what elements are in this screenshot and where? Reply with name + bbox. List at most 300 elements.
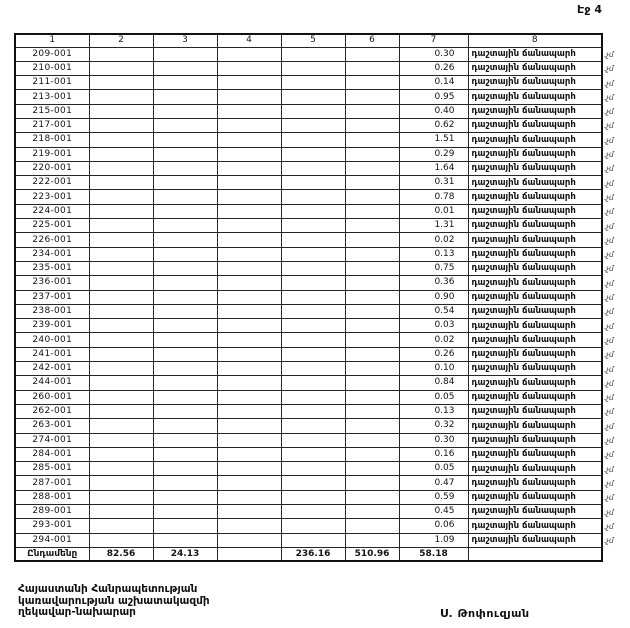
- cell-empty: [281, 104, 345, 118]
- signatory-name: Ս. Թոփուզյան: [440, 607, 530, 620]
- cell-empty: [345, 319, 399, 333]
- cell-empty: [281, 61, 345, 75]
- table-row: [15, 190, 602, 204]
- cell-empty: [345, 104, 399, 118]
- table-row: [15, 476, 602, 490]
- cell-parcel-id: 236-001: [15, 276, 89, 290]
- cell-empty: [345, 47, 399, 61]
- cell-empty: [217, 476, 281, 490]
- cell-empty: [153, 261, 217, 275]
- cell-empty: [217, 533, 281, 547]
- cell-empty: [89, 233, 153, 247]
- cell-empty: [345, 290, 399, 304]
- row-note: .չմ: [604, 507, 614, 517]
- cell-parcel-id: 213-001: [15, 90, 89, 104]
- cell-empty: [153, 447, 217, 461]
- cell-empty: [345, 462, 399, 476]
- table-row: [15, 261, 602, 275]
- cell-empty: [345, 204, 399, 218]
- cell-empty: [89, 61, 153, 75]
- cell-area-value: 0.13: [399, 404, 468, 418]
- row-note: .չմ: [604, 293, 614, 303]
- cell-land-use: դաշտային ճանապարհ: [468, 447, 602, 461]
- cell-empty: [153, 376, 217, 390]
- cell-area-value: 0.75: [399, 261, 468, 275]
- cell-land-use: դաշտային ճանապարհ: [468, 219, 602, 233]
- cell-empty: [217, 419, 281, 433]
- row-note: .չմ: [604, 178, 614, 188]
- cell-empty: [217, 204, 281, 218]
- table-row: [15, 133, 602, 147]
- page-number: Էջ 4: [577, 3, 602, 16]
- total-label: Ընդամենը: [15, 547, 89, 561]
- cell-area-value: 0.32: [399, 419, 468, 433]
- cell-empty: [153, 47, 217, 61]
- cell-empty: [153, 61, 217, 75]
- cell-empty: [153, 76, 217, 90]
- cell-empty: [281, 362, 345, 376]
- table-row: [15, 47, 602, 61]
- table-row: [15, 433, 602, 447]
- cell-parcel-id: 287-001: [15, 476, 89, 490]
- cell-area-value: 0.05: [399, 462, 468, 476]
- cell-empty: [153, 90, 217, 104]
- cell-land-use: դաշտային ճանապարհ: [468, 490, 602, 504]
- cell-land-use: դաշտային ճանապարհ: [468, 276, 602, 290]
- cell-empty: [345, 147, 399, 161]
- cell-area-value: 0.29: [399, 147, 468, 161]
- cell-empty: [281, 462, 345, 476]
- cell-empty: [217, 276, 281, 290]
- cell-empty: [89, 347, 153, 361]
- total-col6: 510.96: [345, 547, 399, 561]
- cell-area-value: 0.06: [399, 519, 468, 533]
- cell-empty: [217, 290, 281, 304]
- cell-parcel-id: 235-001: [15, 261, 89, 275]
- cell-empty: [89, 505, 153, 519]
- table-row: [15, 462, 602, 476]
- cell-parcel-id: 215-001: [15, 104, 89, 118]
- cell-land-use: դաշտային ճանապարհ: [468, 347, 602, 361]
- cell-empty: [89, 118, 153, 132]
- cell-land-use: դաշտային ճանապարհ: [468, 304, 602, 318]
- cell-empty: [89, 204, 153, 218]
- cell-empty: [345, 261, 399, 275]
- cell-empty: [217, 47, 281, 61]
- cell-empty: [345, 419, 399, 433]
- total-col4: [217, 547, 281, 561]
- cell-area-value: 0.47: [399, 476, 468, 490]
- cell-parcel-id: 274-001: [15, 433, 89, 447]
- cell-land-use: դաշտային ճանապարհ: [468, 176, 602, 190]
- cell-area-value: 0.30: [399, 47, 468, 61]
- cell-empty: [89, 190, 153, 204]
- cell-empty: [281, 447, 345, 461]
- cell-empty: [281, 419, 345, 433]
- cell-empty: [89, 47, 153, 61]
- cell-empty: [89, 90, 153, 104]
- cell-empty: [153, 404, 217, 418]
- row-note: .չմ: [604, 393, 614, 403]
- cell-empty: [217, 147, 281, 161]
- cell-empty: [153, 204, 217, 218]
- cell-empty: [89, 219, 153, 233]
- row-note: .չմ: [604, 536, 614, 546]
- cell-empty: [281, 333, 345, 347]
- row-note: .չմ: [604, 307, 614, 317]
- row-note: .չմ: [604, 121, 614, 131]
- row-note: .չմ: [604, 321, 614, 331]
- cell-empty: [345, 390, 399, 404]
- cell-empty: [217, 519, 281, 533]
- cell-land-use: դաշտային ճանապարհ: [468, 61, 602, 75]
- cell-empty: [153, 333, 217, 347]
- cell-area-value: 1.31: [399, 219, 468, 233]
- column-header-7: 7: [399, 34, 468, 47]
- total-col3: 24.13: [153, 547, 217, 561]
- cell-empty: [217, 133, 281, 147]
- table-row: [15, 304, 602, 318]
- land-parcel-table: [14, 33, 603, 562]
- cell-parcel-id: 284-001: [15, 447, 89, 461]
- table-body: [15, 47, 602, 561]
- cell-land-use: դաշտային ճանապարհ: [468, 47, 602, 61]
- cell-land-use: դաշտային ճանապարհ: [468, 290, 602, 304]
- cell-parcel-id: 240-001: [15, 333, 89, 347]
- cell-empty: [345, 276, 399, 290]
- cell-empty: [217, 505, 281, 519]
- row-note: .չմ: [604, 450, 614, 460]
- cell-land-use: դաշտային ճանապարհ: [468, 433, 602, 447]
- cell-land-use: դաշտային ճանապարհ: [468, 533, 602, 547]
- cell-empty: [217, 319, 281, 333]
- cell-parcel-id: 224-001: [15, 204, 89, 218]
- cell-empty: [281, 204, 345, 218]
- cell-empty: [345, 519, 399, 533]
- table-header-row: [15, 34, 602, 47]
- cell-parcel-id: 289-001: [15, 505, 89, 519]
- row-note: .չմ: [604, 207, 614, 217]
- cell-empty: [345, 362, 399, 376]
- cell-empty: [153, 419, 217, 433]
- cell-area-value: 1.51: [399, 133, 468, 147]
- cell-parcel-id: 220-001: [15, 161, 89, 175]
- cell-empty: [217, 76, 281, 90]
- row-note: .չմ: [604, 350, 614, 360]
- cell-area-value: 0.16: [399, 447, 468, 461]
- cell-empty: [89, 133, 153, 147]
- cell-empty: [217, 490, 281, 504]
- cell-empty: [281, 347, 345, 361]
- cell-area-value: 1.09: [399, 533, 468, 547]
- column-header-6: 6: [345, 34, 399, 47]
- cell-area-value: 0.62: [399, 118, 468, 132]
- table-row: [15, 176, 602, 190]
- table-row: [15, 76, 602, 90]
- cell-parcel-id: 241-001: [15, 347, 89, 361]
- cell-empty: [345, 476, 399, 490]
- column-header-5: 5: [281, 34, 345, 47]
- cell-empty: [153, 176, 217, 190]
- total-row: [15, 547, 602, 561]
- row-note: .չմ: [604, 464, 614, 474]
- margin-notes-column: [604, 48, 630, 548]
- cell-land-use: դաշտային ճանապարհ: [468, 333, 602, 347]
- cell-empty: [89, 176, 153, 190]
- cell-land-use: դաշտային ճանապարհ: [468, 147, 602, 161]
- total-col7: 58.18: [399, 547, 468, 561]
- cell-empty: [281, 476, 345, 490]
- cell-empty: [153, 190, 217, 204]
- cell-empty: [281, 76, 345, 90]
- row-note: .չմ: [604, 521, 614, 531]
- org-line-1: Հայաստանի Հանրապետության: [18, 583, 198, 595]
- cell-empty: [345, 118, 399, 132]
- cell-empty: [89, 276, 153, 290]
- cell-empty: [345, 219, 399, 233]
- row-note: .չմ: [604, 107, 614, 117]
- cell-empty: [217, 462, 281, 476]
- cell-empty: [217, 376, 281, 390]
- cell-empty: [345, 376, 399, 390]
- cell-parcel-id: 242-001: [15, 362, 89, 376]
- row-note: .չմ: [604, 478, 614, 488]
- cell-empty: [153, 290, 217, 304]
- cell-empty: [217, 118, 281, 132]
- row-note: .չմ: [604, 421, 614, 431]
- table-row: [15, 219, 602, 233]
- row-note: .չմ: [604, 78, 614, 88]
- cell-empty: [153, 247, 217, 261]
- cell-empty: [153, 233, 217, 247]
- table-row: [15, 447, 602, 461]
- cell-empty: [217, 104, 281, 118]
- cell-empty: [345, 404, 399, 418]
- cell-empty: [89, 333, 153, 347]
- cell-empty: [281, 304, 345, 318]
- cell-empty: [89, 533, 153, 547]
- cell-parcel-id: 238-001: [15, 304, 89, 318]
- cell-area-value: 0.95: [399, 90, 468, 104]
- cell-empty: [281, 390, 345, 404]
- cell-empty: [345, 133, 399, 147]
- cell-empty: [281, 433, 345, 447]
- cell-empty: [153, 362, 217, 376]
- cell-area-value: 0.31: [399, 176, 468, 190]
- cell-land-use: դաշտային ճանապարհ: [468, 233, 602, 247]
- cell-empty: [345, 161, 399, 175]
- row-note: .չմ: [604, 436, 614, 446]
- cell-empty: [281, 161, 345, 175]
- cell-empty: [345, 433, 399, 447]
- cell-empty: [153, 476, 217, 490]
- cell-land-use: դաշտային ճանապարհ: [468, 505, 602, 519]
- table-row: [15, 290, 602, 304]
- cell-empty: [89, 476, 153, 490]
- cell-land-use: դաշտային ճանապարհ: [468, 161, 602, 175]
- table-row: [15, 61, 602, 75]
- cell-empty: [153, 490, 217, 504]
- cell-empty: [281, 505, 345, 519]
- cell-empty: [89, 390, 153, 404]
- table-row: [15, 147, 602, 161]
- table-row: [15, 276, 602, 290]
- cell-empty: [345, 505, 399, 519]
- cell-land-use: դաշտային ճանապարհ: [468, 76, 602, 90]
- cell-empty: [89, 404, 153, 418]
- cell-empty: [345, 333, 399, 347]
- cell-empty: [345, 190, 399, 204]
- cell-empty: [153, 219, 217, 233]
- row-note: .չմ: [604, 221, 614, 231]
- table-row: [15, 90, 602, 104]
- cell-area-value: 0.02: [399, 233, 468, 247]
- cell-empty: [281, 47, 345, 61]
- cell-area-value: 0.40: [399, 104, 468, 118]
- cell-empty: [89, 247, 153, 261]
- cell-empty: [89, 161, 153, 175]
- total-col5: 236.16: [281, 547, 345, 561]
- cell-empty: [89, 147, 153, 161]
- cell-empty: [217, 390, 281, 404]
- column-header-1: 1: [15, 34, 89, 47]
- cell-empty: [89, 490, 153, 504]
- cell-parcel-id: 260-001: [15, 390, 89, 404]
- cell-area-value: 0.45: [399, 505, 468, 519]
- cell-parcel-id: 219-001: [15, 147, 89, 161]
- table-row: [15, 118, 602, 132]
- cell-area-value: 0.14: [399, 76, 468, 90]
- cell-area-value: 0.01: [399, 204, 468, 218]
- cell-empty: [217, 347, 281, 361]
- cell-land-use: դաշտային ճանապարհ: [468, 362, 602, 376]
- table-row: [15, 404, 602, 418]
- table-row: [15, 376, 602, 390]
- org-line-3: ղեկավար-նախարար: [18, 606, 136, 618]
- cell-area-value: 0.90: [399, 290, 468, 304]
- total-col8: [468, 547, 602, 561]
- cell-empty: [217, 404, 281, 418]
- total-col2: 82.56: [89, 547, 153, 561]
- cell-area-value: 0.05: [399, 390, 468, 404]
- cell-empty: [281, 276, 345, 290]
- row-note: .չմ: [604, 364, 614, 374]
- cell-empty: [281, 404, 345, 418]
- cell-land-use: դաշտային ճանապարհ: [468, 419, 602, 433]
- cell-empty: [281, 190, 345, 204]
- cell-empty: [281, 290, 345, 304]
- cell-empty: [281, 233, 345, 247]
- cell-area-value: 0.36: [399, 276, 468, 290]
- cell-land-use: դաշտային ճանապարհ: [468, 476, 602, 490]
- cell-empty: [281, 533, 345, 547]
- cell-empty: [153, 147, 217, 161]
- cell-parcel-id: 263-001: [15, 419, 89, 433]
- cell-parcel-id: 222-001: [15, 176, 89, 190]
- cell-empty: [89, 104, 153, 118]
- table-row: [15, 333, 602, 347]
- cell-parcel-id: 239-001: [15, 319, 89, 333]
- cell-empty: [89, 433, 153, 447]
- cell-area-value: 0.30: [399, 433, 468, 447]
- cell-parcel-id: 237-001: [15, 290, 89, 304]
- cell-empty: [153, 304, 217, 318]
- cell-empty: [217, 261, 281, 275]
- row-note: .չմ: [604, 92, 614, 102]
- org-line-2: կառավարության աշխատակազմի: [18, 594, 210, 607]
- cell-empty: [281, 118, 345, 132]
- cell-parcel-id: 223-001: [15, 190, 89, 204]
- cell-land-use: դաշտային ճանապարհ: [468, 462, 602, 476]
- cell-empty: [153, 161, 217, 175]
- table-row: [15, 233, 602, 247]
- cell-empty: [153, 104, 217, 118]
- cell-empty: [153, 519, 217, 533]
- table-row: [15, 161, 602, 175]
- cell-empty: [345, 247, 399, 261]
- cell-parcel-id: 288-001: [15, 490, 89, 504]
- cell-parcel-id: 226-001: [15, 233, 89, 247]
- cell-empty: [217, 61, 281, 75]
- cell-land-use: դաշտային ճանապարհ: [468, 204, 602, 218]
- cell-empty: [345, 76, 399, 90]
- cell-empty: [89, 419, 153, 433]
- cell-land-use: դաշտային ճանապարհ: [468, 261, 602, 275]
- cell-empty: [153, 276, 217, 290]
- cell-empty: [345, 90, 399, 104]
- cell-empty: [345, 447, 399, 461]
- cell-empty: [89, 462, 153, 476]
- cell-empty: [281, 133, 345, 147]
- cell-empty: [89, 76, 153, 90]
- row-note: .չմ: [604, 264, 614, 274]
- cell-empty: [281, 519, 345, 533]
- table-row: [15, 519, 602, 533]
- cell-empty: [345, 347, 399, 361]
- table-row: [15, 319, 602, 333]
- cell-parcel-id: 285-001: [15, 462, 89, 476]
- cell-parcel-id: 218-001: [15, 133, 89, 147]
- cell-parcel-id: 234-001: [15, 247, 89, 261]
- row-note: .չմ: [604, 378, 614, 388]
- table-row: [15, 104, 602, 118]
- cell-area-value: 0.10: [399, 362, 468, 376]
- row-note: .չմ: [604, 407, 614, 417]
- row-note: .չմ: [604, 64, 614, 74]
- cell-area-value: 0.02: [399, 333, 468, 347]
- cell-empty: [153, 533, 217, 547]
- cell-parcel-id: 293-001: [15, 519, 89, 533]
- cell-empty: [281, 147, 345, 161]
- column-header-8: 8: [468, 34, 602, 47]
- cell-empty: [153, 390, 217, 404]
- organization-block: [18, 584, 210, 619]
- cell-land-use: դաշտային ճանապարհ: [468, 519, 602, 533]
- cell-empty: [153, 133, 217, 147]
- cell-land-use: դաշտային ճանապարհ: [468, 247, 602, 261]
- cell-area-value: 0.26: [399, 347, 468, 361]
- cell-empty: [89, 290, 153, 304]
- row-note: .չմ: [604, 164, 614, 174]
- cell-empty: [281, 490, 345, 504]
- cell-empty: [89, 447, 153, 461]
- cell-area-value: 0.54: [399, 304, 468, 318]
- cell-land-use: դաշտային ճանապարհ: [468, 104, 602, 118]
- cell-empty: [89, 261, 153, 275]
- cell-empty: [281, 176, 345, 190]
- row-note: .չմ: [604, 493, 614, 503]
- cell-empty: [345, 233, 399, 247]
